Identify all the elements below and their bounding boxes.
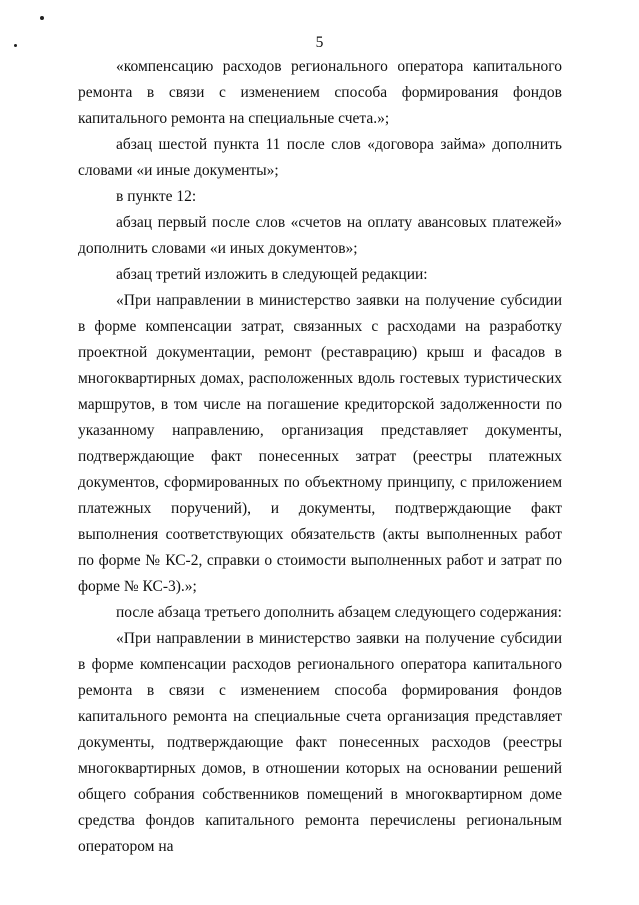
scan-speck — [40, 16, 44, 20]
page-number: 5 — [315, 34, 324, 51]
paragraph: абзац третий изложить в следующей редакции: — [116, 266, 428, 283]
paragraph: «компенсацию расходов регионального оператора капитального ремонта в связи с изменением способа формирования фондов капитального ремонта на специальные счета.»; — [78, 58, 562, 127]
paragraph: после абзаца третьего дополнить абзацем следующего содержания: — [116, 604, 562, 621]
document-body — [78, 54, 562, 860]
paragraph: абзац шестой пункта 11 после слов «договора займа» дополнить словами «и иные документы»; — [78, 136, 562, 179]
paragraph: «При направлении в министерство заявки на получение субсидии в форме компенсации затрат, связанных с расходами на разработку проектной документации, ремонт (реставрацию) крыш и фасадов в многоквартирных домах, расположенных вдоль гостевых туристических маршрутов, в том числе на погашение кредиторской задолженности по указанному направлению, организация представляет документы, подтверждающие факт понесенных затрат (реестры платежных документов, сформированных по объектному принципу, с приложением платежных поручений), и документы, подтверждающие факт выполнения соответствующих обязательств (акты выполненных работ по форме № КС-2, справки о стоимости выполненных работ и затрат по форме № КС-3).»; — [78, 292, 562, 595]
paragraph: абзац первый после слов «счетов на оплату авансовых платежей» дополнить словами «и иных документов»; — [78, 214, 562, 257]
paragraph: в пункте 12: — [116, 188, 197, 205]
paragraph: «При направлении в министерство заявки на получение субсидии в форме компенсации расходов регионального оператора капитального ремонта в связи с изменением способа формирования фондов капитального ремонта на специальные счета организация представляет документы, подтверждающие факт понесенных расходов (реестры многоквартирных домов, в отношении которых на основании решений общего собрания собственников помещений в многоквартирном доме средства фондов капитального ремонта перечислены региональным оператором на — [78, 630, 562, 855]
